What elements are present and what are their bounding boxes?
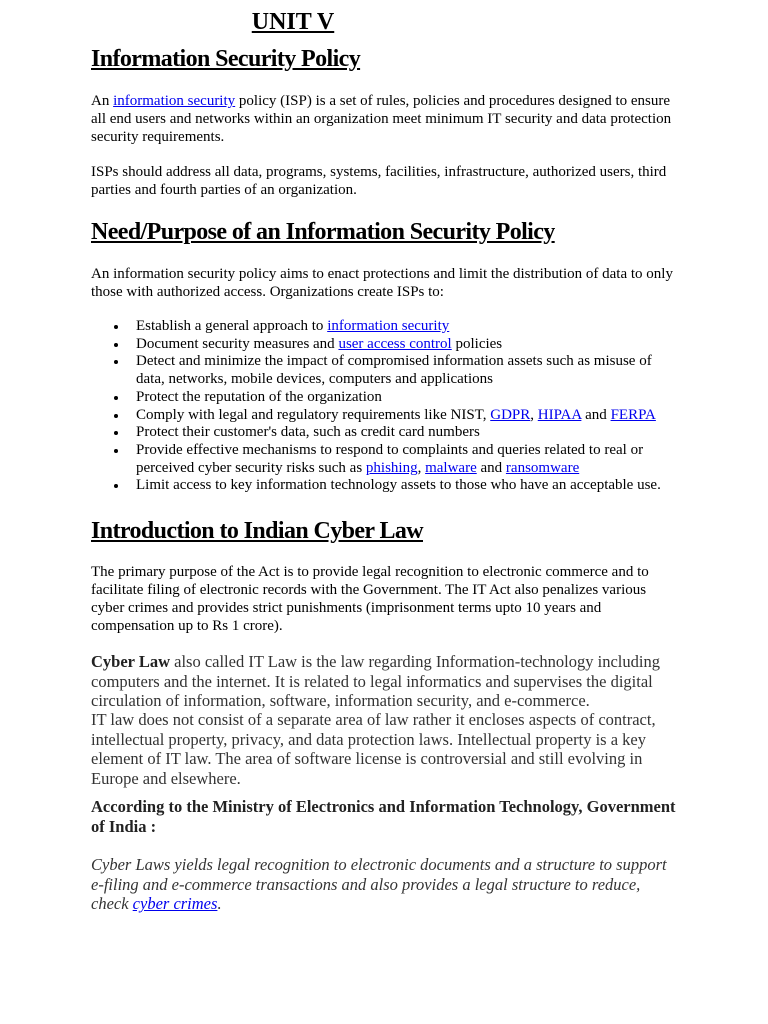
- link-user-access-control[interactable]: user access control: [338, 335, 452, 352]
- link-cyber-crimes[interactable]: cyber crimes: [132, 894, 218, 913]
- ministry-heading-text: According to the Ministry of Electronics and Information Technology, Government of India :: [91, 797, 676, 836]
- list-item: [91, 407, 681, 425]
- link-ransomware[interactable]: ransomware: [505, 459, 580, 476]
- text-span: .: [217, 894, 222, 913]
- link-information-security-2[interactable]: information security: [327, 318, 450, 334]
- isp-purpose-list: [91, 318, 681, 495]
- list-item: Protect the reputation of the organization: [91, 389, 681, 407]
- list-item: Protect their customer's data, such as credit card numbers: [91, 424, 681, 442]
- link-information-security[interactable]: information security: [113, 93, 236, 109]
- heading-information-security-policy: Information Security Policy: [91, 46, 361, 72]
- cyber-law-definition-paragraph: [91, 652, 681, 711]
- text-span: Provide effective mechanisms to respond to complaints and queries related to real or perceived cyber security risks such as: [136, 441, 644, 476]
- need-intro-paragraph: An information security policy aims to enact protections and limit the distribution of data to only those with authorized access. Organizations create ISPs to:: [91, 266, 673, 300]
- ministry-heading: [91, 797, 681, 836]
- isp-definition-paragraph: [91, 92, 681, 146]
- text-span: and: [581, 406, 611, 423]
- link-malware[interactable]: malware: [425, 459, 477, 476]
- cyber-law-term: Cyber Law: [91, 652, 170, 671]
- it-law-scope-paragraph: IT law does not consist of a separate area of law rather it encloses aspects of contract, intellectual property, privacy, and data protection laws. Intellectual property is a key element of IT law. The area of software license is controversial and still evolving in Europe and elsewhere.: [91, 710, 656, 788]
- link-hipaa[interactable]: HIPAA: [537, 406, 582, 423]
- list-item: [91, 336, 681, 354]
- isp-scope-paragraph: ISPs should address all data, programs, systems, facilities, infrastructure, authorized users, third parties and fourth parties of an organization.: [91, 164, 667, 198]
- text-span: An: [91, 93, 114, 109]
- list-item: [91, 318, 681, 336]
- link-ferpa[interactable]: FERPA: [610, 406, 656, 423]
- text-span: Cyber Laws yields legal recognition to electronic documents and a structure to support e-filing and e-commerce transactions and also provides a legal structure to reduce, check: [91, 855, 667, 913]
- cyber-laws-quote: [91, 855, 681, 914]
- link-gdpr[interactable]: GDPR: [490, 406, 531, 423]
- text-span: policies: [451, 335, 503, 352]
- list-item: Limit access to key information technology assets to those who have an acceptable use.: [91, 477, 681, 495]
- text-span: and: [476, 459, 506, 476]
- list-item: Detect and minimize the impact of compromised information assets such as misuse of data, networks, mobile devices, computers and applications: [91, 353, 681, 388]
- link-phishing[interactable]: phishing: [365, 459, 418, 476]
- text-span: ,: [530, 406, 538, 423]
- heading-need-purpose: Need/Purpose of an Information Security Policy: [91, 219, 555, 245]
- it-act-paragraph: The primary purpose of the Act is to provide legal recognition to electronic commerce and to facilitate filing of electronic records with the Government. The IT Act also penalizes various cyber crimes and provides strict punishments (imprisonment terms upto 10 years and compensation up to Rs 1 crore).: [91, 564, 649, 634]
- text-span: ,: [417, 459, 426, 476]
- text-span: Comply with legal and regulatory requirements like NIST,: [136, 406, 491, 423]
- text-span: also called IT Law is the law regarding Information-technology including computers and the internet. It is related to legal informatics and supervises the digital circulation of information, software, information security, and e-commerce.: [91, 652, 660, 710]
- list-item: [91, 442, 681, 477]
- text-span: policy (ISP) is a set of rules, policies and procedures designed to ensure all end users and networks within an organization meet minimum IT security and data protection security requirements.: [91, 93, 672, 145]
- text-span: Document security measures and: [136, 335, 339, 352]
- text-span: Establish a general approach to: [136, 318, 328, 334]
- unit-title: UNIT V: [251, 9, 335, 35]
- heading-indian-cyber-law: Introduction to Indian Cyber Law: [91, 518, 423, 544]
